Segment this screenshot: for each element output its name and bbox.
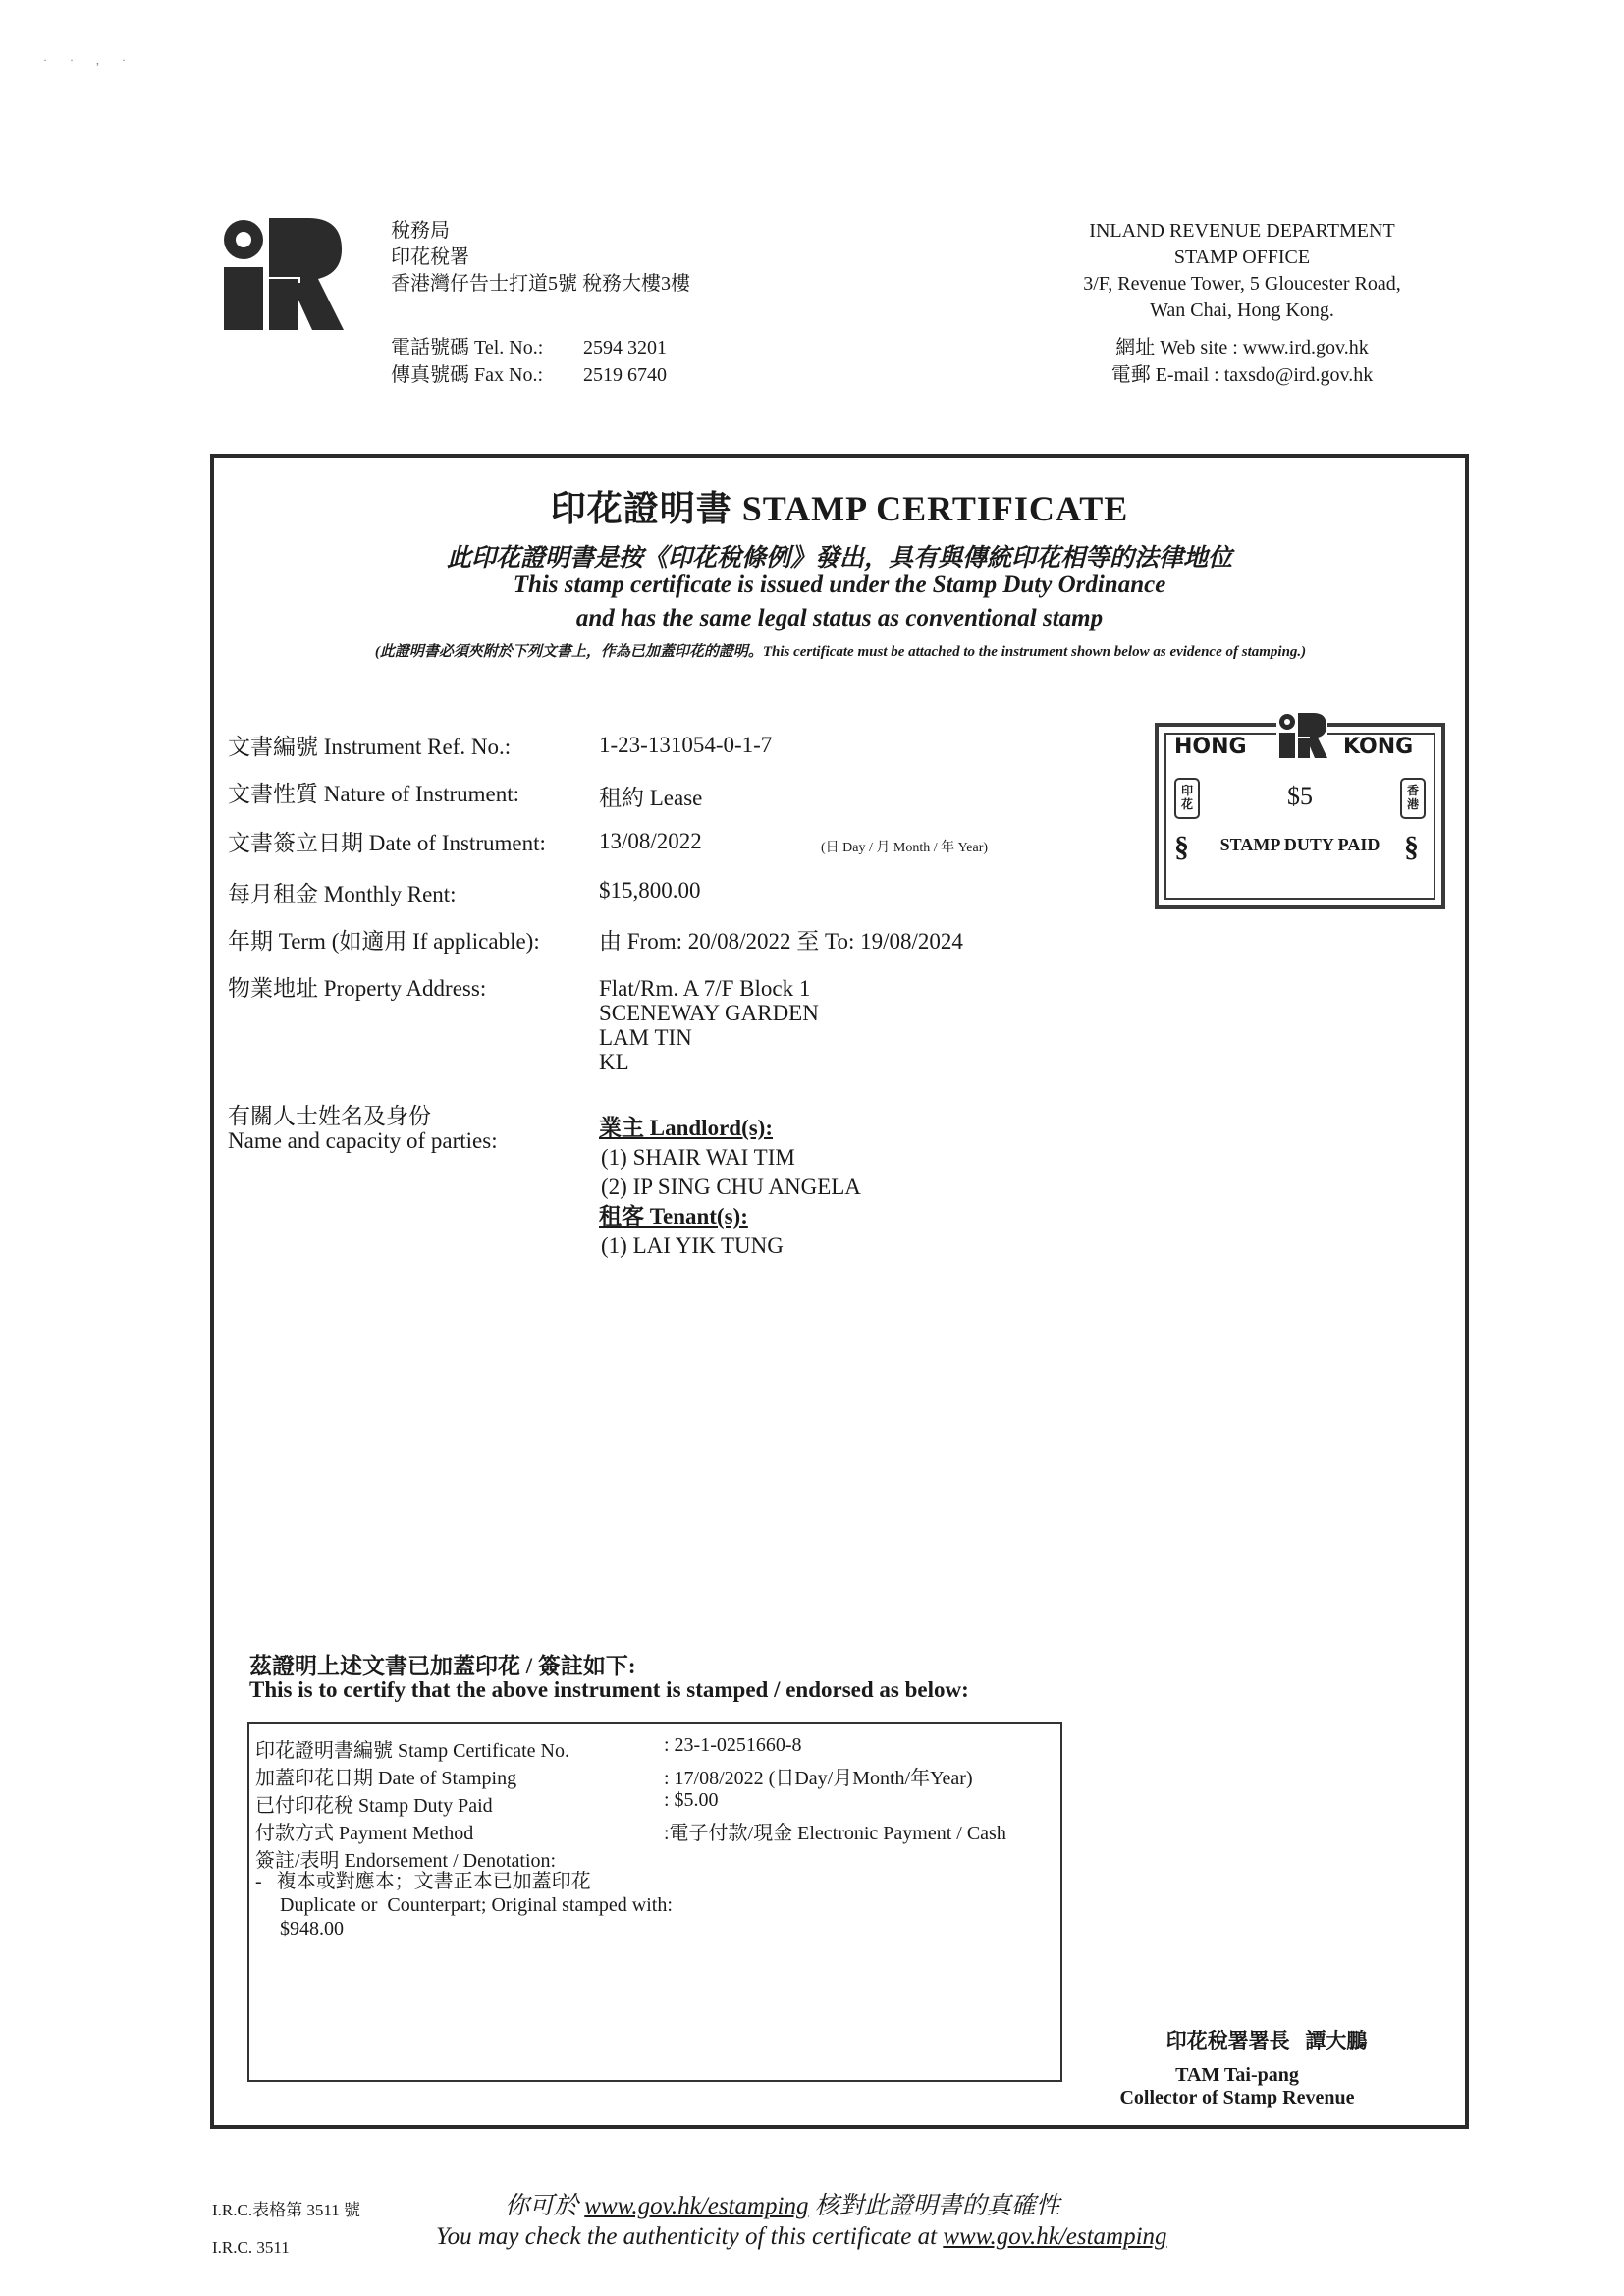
endorsement-text: [255, 1870, 673, 1941]
subtitle-en-2: and has the same legal status as conventional stamp: [575, 605, 1104, 631]
stamp-kong: KONG: [1343, 735, 1414, 759]
header-dept-zh: [391, 218, 690, 298]
website: 網址 Web site : www.ird.gov.hk: [1115, 337, 1369, 358]
form-number-zh: I.R.C.表格第 3511 號: [212, 2201, 360, 2219]
date-format-hint: (日 Day / 月 Month / 年 Year): [821, 841, 989, 855]
seal-right: 香港: [1400, 778, 1426, 819]
verify-en-pre: You may check the authenticity of this certificate at: [436, 2223, 944, 2250]
address-line: KL: [599, 1050, 629, 1074]
cert-no-value: : 23-1-0251660-8: [664, 1734, 802, 1756]
estamping-link-en[interactable]: www.gov.hk/estamping: [943, 2223, 1167, 2250]
stamp-date-value: : 17/08/2022 (日Day/月Month/年Year): [664, 1768, 973, 1789]
stamp-ird-logo-icon: [1276, 713, 1327, 758]
collector-name: TAM Tai-pang: [1175, 2064, 1299, 2086]
header-line: 3/F, Revenue Tower, 5 Gloucester Road,: [1083, 273, 1401, 295]
nature-label: 文書性質 Nature of Instrument:: [228, 782, 520, 806]
rent-value: $15,800.00: [599, 878, 701, 902]
header-line: 香港灣仔告士打道5號 稅務大樓3樓: [391, 273, 690, 295]
landlord-item: (1) SHAIR WAI TIM: [601, 1145, 795, 1170]
header-contact: [391, 334, 667, 389]
scan-marks: · · , ·: [43, 53, 135, 67]
form-number-en: I.R.C. 3511: [212, 2238, 290, 2257]
seal-left: 印花: [1174, 778, 1200, 819]
verify-zh: [505, 2186, 1060, 2221]
address-line: LAM TIN: [599, 1025, 692, 1050]
date-label: 文書簽立日期 Date of Instrument:: [228, 831, 546, 855]
collector-zh: 印花稅署署長 譚大鵬: [1165, 2029, 1368, 2052]
flourish-right: §: [1404, 831, 1419, 863]
property-address: [599, 976, 819, 1074]
date-value: 13/08/2022: [599, 829, 702, 853]
subtitle-zh: 此印花證明書是按《印花稅條例》發出，具有與傳統印花相等的法律地位: [446, 545, 1232, 572]
duty-value: : $5.00: [664, 1789, 719, 1811]
verify-zh-post: 核對此證明書的真確性: [808, 2193, 1060, 2219]
stamp-duty-paid: STAMP DUTY PAID: [1219, 835, 1380, 854]
parties-label-zh: 有關人士姓名及身份: [228, 1104, 431, 1128]
endorse-line: Duplicate or Counterpart; Original stamped with:: [255, 1894, 673, 1916]
method-value: :電子付款/現金 Electronic Payment / Cash: [664, 1823, 1006, 1844]
ird-logo-icon: [218, 218, 344, 330]
term-label: 年期 Term (如適用 If applicable):: [228, 929, 540, 954]
parties-label-en: Name and capacity of parties:: [228, 1128, 498, 1153]
collector-en: [1090, 2064, 1384, 2109]
rent-label: 每月租金 Monthly Rent:: [228, 882, 457, 906]
landlord-item: (2) IP SING CHU ANGELA: [601, 1175, 861, 1199]
estamping-link-zh[interactable]: www.gov.hk/estamping: [584, 2193, 809, 2219]
method-label: 付款方式 Payment Method: [255, 1823, 474, 1844]
endorse-line: - 複本或對應本；文書正本已加蓋印花: [255, 1871, 591, 1892]
tenant-item: (1) LAI YIK TUNG: [601, 1233, 784, 1258]
endorse-line: $948.00: [255, 1918, 344, 1940]
address-line: Flat/Rm. A 7/F Block 1: [599, 976, 811, 1001]
ref-label: 文書編號 Instrument Ref. No.:: [228, 735, 512, 759]
nature-value: 租約 Lease: [599, 786, 703, 810]
collector-title: Collector of Stamp Revenue: [1119, 2087, 1355, 2108]
stamp-value: $5: [1287, 782, 1313, 810]
tel-value: 2594 3201: [583, 337, 667, 358]
verify-en: [436, 2223, 1167, 2251]
header-line: 稅務局: [391, 220, 450, 242]
tel-label: 電話號碼 Tel. No.:: [391, 337, 544, 358]
subtitle-en-1: This stamp certificate is issued under the Stamp Duty Ordinance: [513, 572, 1166, 598]
email: 電郵 E-mail : taxsdo@ird.gov.hk: [1110, 364, 1374, 386]
fax-label: 傳真號碼 Fax No.:: [391, 364, 543, 386]
parties-label: [228, 1104, 498, 1153]
stamp-date-label: 加蓋印花日期 Date of Stamping: [255, 1768, 517, 1789]
header-line: STAMP OFFICE: [1173, 246, 1311, 268]
cert-no-label: 印花證明書編號 Stamp Certificate No.: [255, 1740, 569, 1762]
flourish-left: §: [1174, 831, 1189, 863]
form-number: [212, 2192, 360, 2267]
verify-zh-pre: 你可於: [505, 2193, 585, 2219]
attachment-note: (此證明書必須夾附於下列文書上，作為已加蓋印花的證明。This certificate must be attached to the instrument shown below as evidence of stamping.): [374, 644, 1307, 660]
header-dept-en: [1021, 218, 1463, 324]
landlord-heading: 業主 Landlord(s):: [599, 1116, 773, 1140]
header-line: 印花稅署: [391, 246, 469, 268]
duty-label: 已付印花稅 Stamp Duty Paid: [255, 1795, 493, 1817]
tel-row: [391, 334, 667, 361]
address-label: 物業地址 Property Address:: [228, 976, 487, 1001]
stamp-hong: HONG: [1174, 735, 1247, 759]
certify-zh: 茲證明上述文書已加蓋印花 / 簽註如下:: [249, 1654, 636, 1678]
term-value: 由 From: 20/08/2022 至 To: 19/08/2024: [599, 929, 963, 954]
fax-row: [391, 361, 667, 389]
header-web-contact: [1021, 334, 1463, 389]
header-line: INLAND REVENUE DEPARTMENT: [1089, 220, 1395, 242]
tenant-heading: 租客 Tenant(s):: [599, 1204, 748, 1229]
parties-list: [599, 1114, 861, 1261]
endorse-label: 簽註/表明 Endorsement / Denotation:: [255, 1850, 557, 1872]
fax-value: 2519 6740: [583, 364, 667, 386]
ref-value: 1-23-131054-0-1-7: [599, 733, 773, 757]
address-line: SCENEWAY GARDEN: [599, 1001, 819, 1025]
certify-en: This is to certify that the above instrument is stamped / endorsed as below:: [249, 1677, 969, 1702]
certificate-title: 印花證明書 STAMP CERTIFICATE: [550, 489, 1129, 528]
header-line: Wan Chai, Hong Kong.: [1150, 300, 1334, 321]
